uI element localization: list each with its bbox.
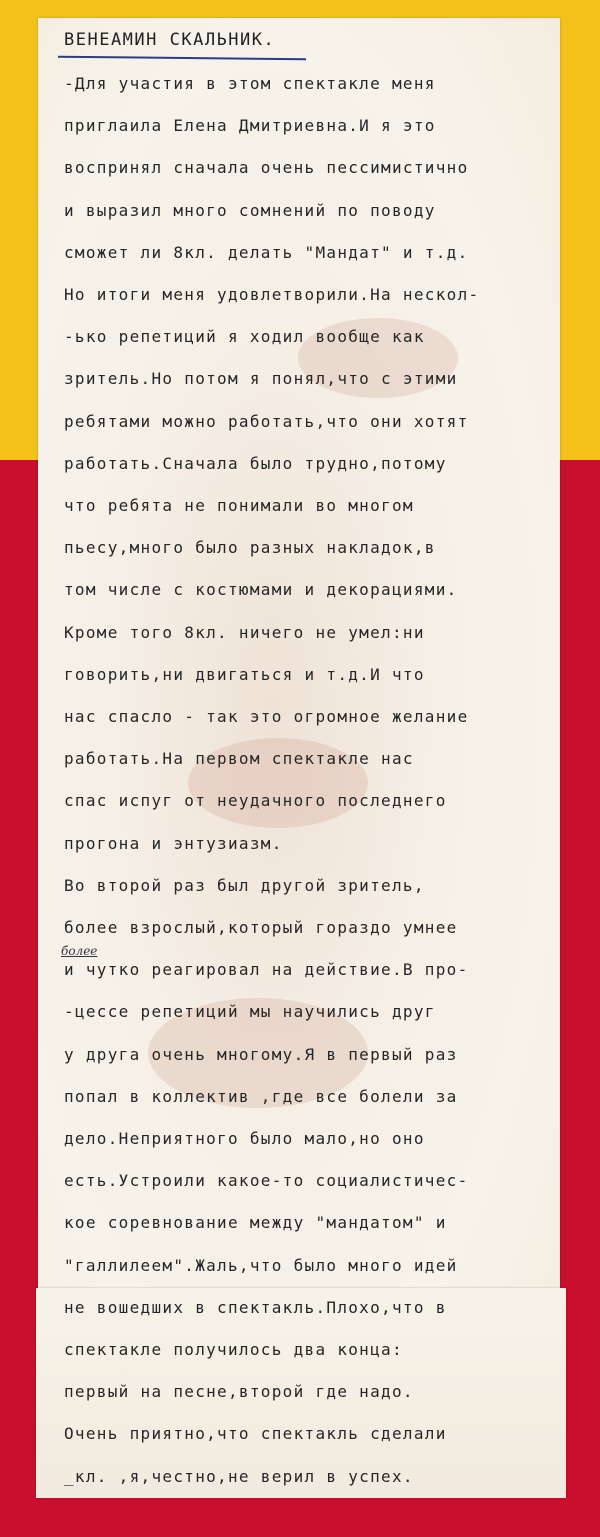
text-line: приглаила Елена Дмитриевна.И я это (64, 116, 436, 136)
text-line: нас спасло - так это огромное желание (64, 707, 469, 726)
text-line: том числе с костюмами и декорациями. (64, 580, 458, 600)
text-line: первый на песне,второй где надо. (64, 1382, 414, 1402)
text-line: "галлилеем".Жаль,что было много идей (64, 1255, 458, 1275)
text-line: ребятами можно работать,что они хотят (64, 411, 469, 431)
text-line: прогона и энтузиазм. (64, 833, 283, 853)
text-line: -ько репетиций я ходил вообще как (64, 327, 425, 347)
handwritten-note: более (61, 944, 98, 958)
text-line: _кл. ,я,честно,не верил в успех. (64, 1466, 414, 1486)
text-line: -цессе репетиций мы научились друг (64, 1002, 436, 1022)
text-line: Во второй раз был другой зритель, (64, 875, 425, 895)
text-line: более взрослый,который гораздо умнее (64, 918, 458, 937)
text-line: спас испуг от неудачного последнего (64, 791, 447, 811)
text-line: не вошедших в спектакль.Плохо,что в (64, 1297, 447, 1317)
text-line: -Для участия в этом спектакле меня (64, 74, 436, 93)
text-line: Кроме того 8кл. ничего не умел:ни (64, 622, 425, 642)
text-line: и выразил много сомнений по поводу (64, 200, 436, 220)
text-line: кое соревнование между "мандатом" и (64, 1213, 447, 1233)
text-line: что ребята не понимали во многом (64, 496, 414, 515)
text-line: Очень приятно,что спектакль сделали (64, 1424, 447, 1444)
document-title: ВЕНЕАМИН СКАЛЬНИК. (64, 30, 276, 50)
text-line: зритель.Но потом я понял,что с этими (64, 369, 458, 389)
text-line: работать.Сначала было трудно,потому (64, 453, 447, 473)
text-line: работать.На первом спектакле нас (64, 749, 414, 769)
text-line: у друга очень многому.Я в первый раз (64, 1044, 458, 1064)
text-line: и чутко реагировал на действие.В про- (64, 960, 469, 980)
text-line: пьесу,много было разных накладок,в (64, 538, 436, 558)
text-line: спектакле получилось два конца: (64, 1340, 403, 1359)
text-line: попал в коллектив ,где все болели за (64, 1086, 458, 1106)
text-line: воспринял сначала очень пессимистично (64, 158, 469, 178)
text-line: говорить,ни двигаться и т.д.И что (64, 664, 425, 684)
text-line: есть.Устроили какое-то социалистичес- (64, 1171, 469, 1191)
text-line: сможет ли 8кл. делать "Мандат" и т.д. (64, 242, 469, 262)
text-line: Но итоги меня удовлетворили.На нескол- (64, 285, 480, 304)
text-line: дело.Неприятного было мало,но оно (64, 1129, 425, 1148)
